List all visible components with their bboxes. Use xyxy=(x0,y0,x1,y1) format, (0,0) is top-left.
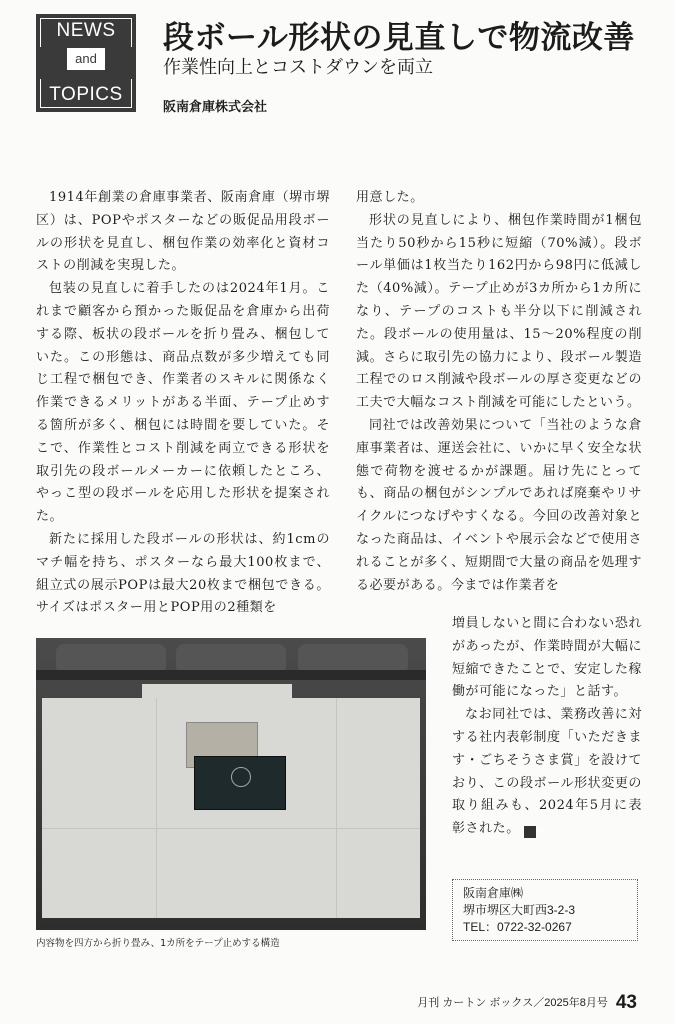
article-column-1 xyxy=(36,187,330,620)
contact-name: 阪南倉庫㈱ xyxy=(463,886,524,900)
paragraph: 包装の見直しに着手したのは2024年1月。これまで顧客から預かった販促品を倉庫から出荷する際、板状の段ボールを折り畳み、梱包していた。この形態は、商品点数が多少増えても同じ工程で梱包でき、作業者のスキルに関係なく作業できるメリットがある半面、テープ止めする箇所が多く、梱包には時間を要していた。そこで、作業性とコスト削減を両立できる形状を取引先の段ボールメーカーに依頼したところ、やっこ型の段ボールを応用した形状を提案された。 xyxy=(36,281,330,525)
paragraph: 増員しないと間に合わない恐れがあったが、作業時間が大幅に短縮できたことで、安定した稼働が可能になった」と話す。 xyxy=(452,616,642,700)
contact-address: 堺市堺区大町西3-2-3 xyxy=(463,903,576,917)
paragraph-text: なお同社では、業務改善に対する社内表彰制度「いただきます・ごちそうさま賞」を設けており、この段ボール形状変更の取り組みも、2024年5月に表彰された。 xyxy=(452,707,642,837)
table-edge xyxy=(36,670,426,680)
contact-tel: TEL：0722-32-0267 xyxy=(463,920,572,934)
paragraph xyxy=(452,704,642,841)
article-column-3 xyxy=(452,613,642,841)
fold-line xyxy=(42,828,420,829)
booklet-emblem xyxy=(231,767,251,787)
badge-topics-text: TOPICS xyxy=(49,84,123,105)
badge-and-text: and xyxy=(67,48,105,70)
magazine-name: 月刊 カートン ボックス／2025年8月号 xyxy=(417,997,608,1009)
fold-line xyxy=(336,698,337,918)
company-name: 阪南倉庫株式会社 xyxy=(163,100,268,115)
badge-news-text: NEWS xyxy=(56,20,116,41)
booklet-item xyxy=(194,756,286,810)
article-photo xyxy=(36,638,426,930)
badge-frame-top xyxy=(40,18,132,47)
paragraph: 同社では改善効果について「当社のような倉庫事業者は、運送会社に、いかに早く安全な状態で荷物を渡せるかが課題。届け先にとっても、商品の梱包がシンプルであれば廃棄やリサイクルにつなげやすくなる。今回の改善対象となった商品は、イベントや展示会などで使用されることが多く、短期間で大量の商品を処理する必要がある。今までは作業者を xyxy=(356,417,642,593)
article-subtitle: 作業性向上とコストダウンを両立 xyxy=(163,57,433,78)
paragraph: 1914年創業の倉庫事業者、阪南倉庫（堺市堺区）は、POPやポスターなどの販促品用段ボールの形状を見直し、梱包作業の効率化と資材コストの削減を実現した。 xyxy=(36,190,330,274)
paragraph: 新たに採用した段ボールの形状は、約1cmのマチ幅を持ち、ポスターなら最大100枚まで、組立式の展示POPは最大20枚まで梱包できる。サイズはポスター用とPOP用の2種類を xyxy=(36,531,330,616)
article-column-2 xyxy=(356,187,642,597)
page-footer xyxy=(417,992,637,1014)
article-title: 段ボール形状の見直しで物流改善 xyxy=(163,20,635,56)
contact-box xyxy=(452,879,638,941)
fold-line xyxy=(156,698,157,918)
paragraph: 用意した。 xyxy=(356,190,424,205)
paragraph: 形状の見直しにより、梱包作業時間が1梱包当たり50秒から15秒に短縮（70%減）。段ボール単価は1枚当たり162円から98円に低減した（40%減）。テープ止めが3カ所から1カ所になり、テープのコストも半分以下に削減された。段ボールの使用量は、15～20%程度の削減。さらに取引先の協力により、段ボール製造工程でのロス削減や段ボールの厚さ変更などの工夫で大幅なコスト削減を可能にしたという。 xyxy=(356,212,642,411)
photo-caption: 内容物を四方から折り畳み、1カ所をテープ止めする構造 xyxy=(36,938,280,949)
news-topics-badge xyxy=(36,14,136,112)
page-number: 43 xyxy=(615,992,637,1013)
end-mark-icon: HP xyxy=(524,826,536,838)
